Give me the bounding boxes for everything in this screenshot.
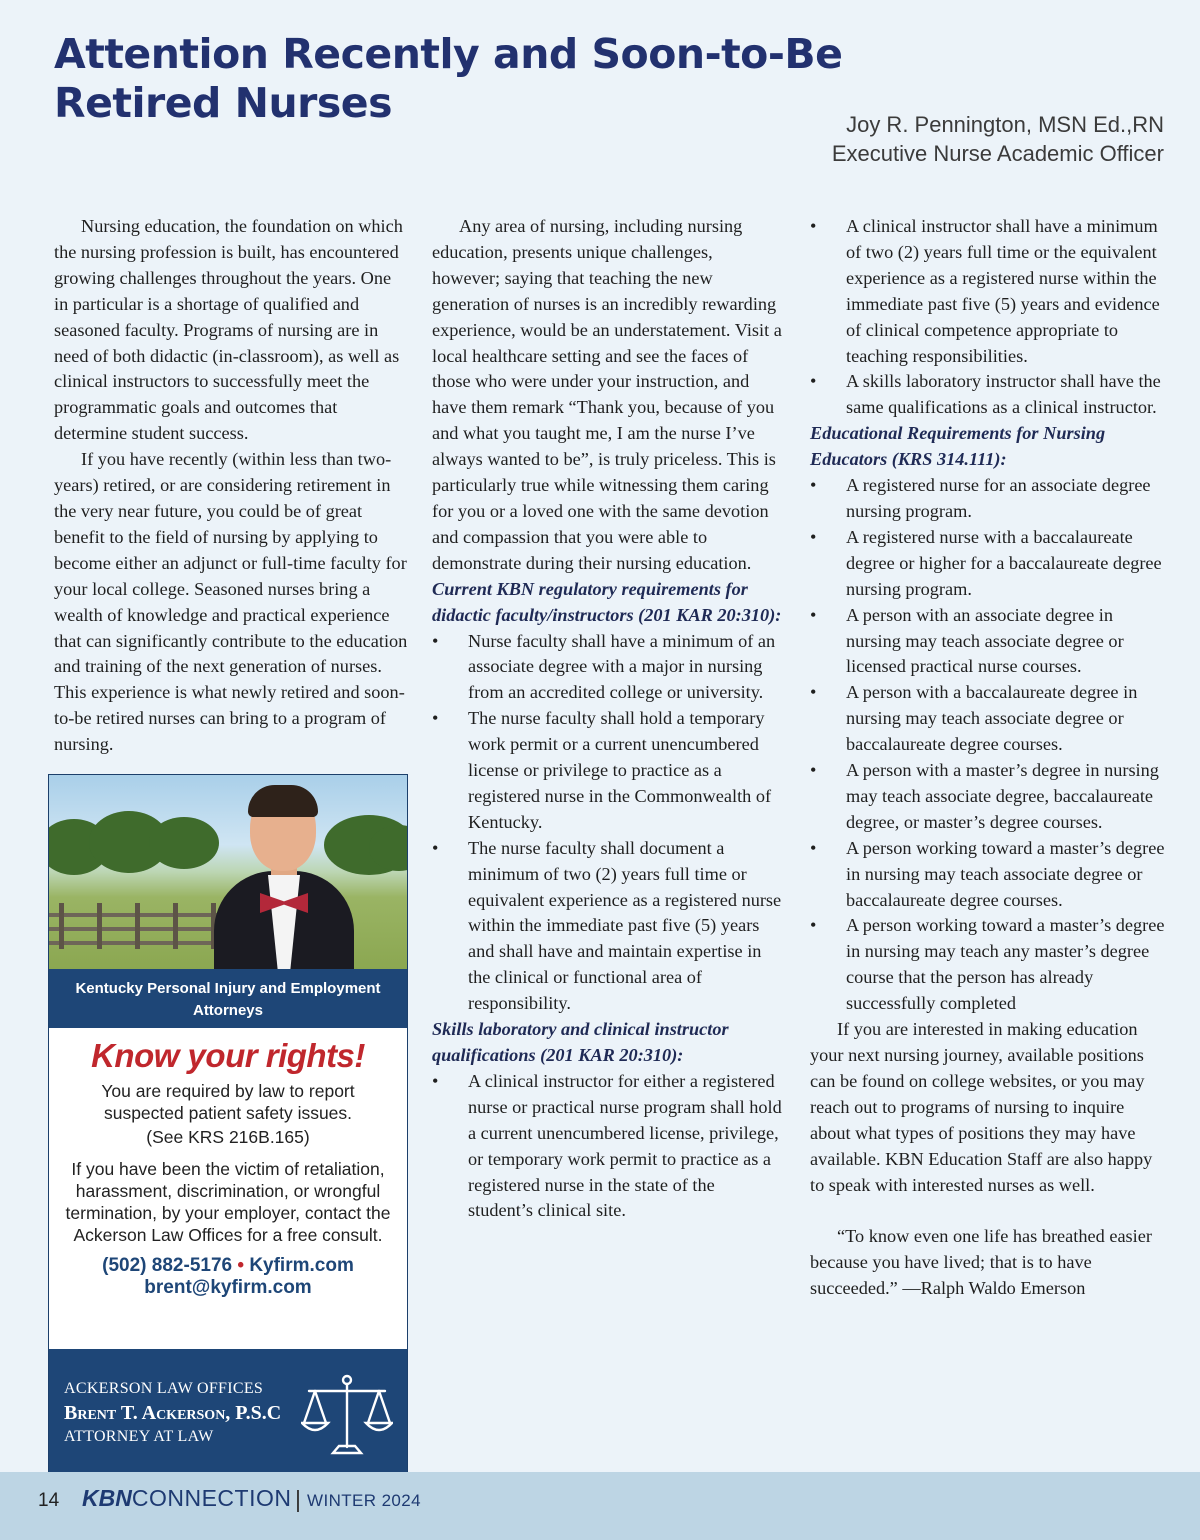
section-heading: Current KBN regulatory requirements for didactic faculty/instructors (201 KAR 20:310): [432,578,782,625]
ad-tagline: Kentucky Personal Injury and Employment Attorneys [75,980,381,1019]
brand-kbn: KBN [82,1485,132,1511]
list-item: • A person with an associate degree in nursing may teach associate degree or licensed practical nurse courses. [810,603,1165,681]
closing-quote: “To know even one life has breathed easier because you have lived; that is to have succeeded.” —Ralph Waldo Emerson [810,1226,1152,1299]
author-title: Executive Nurse Academic Officer [831,141,1164,166]
attorney-photo [49,775,407,969]
publication-brand [82,1485,291,1512]
list-item: • A person with a baccalaureate degree in nursing may teach associate degree or baccalaureate degree courses. [810,680,1165,758]
paragraph: Any area of nursing, including nursing education, presents unique challenges, however; saying that teaching the new generation of nurses is an incredibly rewarding experience, would be an understatement. Visit a local healthcare setting and see the faces of those who were under your instruction, and have them remark “Thank you, because of you and what you taught me, I am the nurse I’ve always wanted to be”, is truly priceless. This is particularly true while witnessing them caring for you or a loved one with the same devotion and compassion that you were able to demonstrate during their nursing education. [432,216,782,573]
attorney-name: Brent T. Ackerson, P.S.C [64,1402,282,1424]
scales-of-justice-icon [301,1373,393,1457]
ad-slogan: AGGRESSIVE | EXPERIENCED | RESULTS DRIVEN [53,1025,403,1041]
list-item: • A person with a master’s degree in nursing may teach associate degree, baccalaureate degree, or master’s degree courses. [810,758,1165,836]
section-heading: Skills laboratory and clinical instructor qualifications (201 KAR 20:310): [432,1019,729,1065]
title-line-1: Attention Recently and Soon-to-Be [54,30,843,78]
requirements-list [432,629,784,1018]
list-item: • The nurse faculty shall document a minimum of two (2) years full time or equivalent experience as a registered nurse within the immediate past five (5) years and shall have and maintain expertise in the clinical or functional area of responsibility. [432,836,784,1017]
list-item: • A registered nurse for an associate degree nursing program. [810,473,1165,525]
ad-text-reference: (See KRS 216B.165) [146,1127,310,1147]
list-item: • A person working toward a master’s degree in nursing may teach associate degree or baccalaureate degree courses. [810,836,1165,914]
firm-name: ACKERSON LAW OFFICES [64,1380,264,1397]
paragraph: If you have recently (within less than two-years) retired, or are considering retirement in the very near future, you could be of great benefit to the field of nursing by applying to become either an adjunct or full-time faculty for your local college. Seasoned nurses bring a wealth of knowledge and practical experience that can significantly contribute to the education and training of the next generation of nurses. This experience is what newly retired and soon-to-be retired nurses can bring to a program of nursing. [54,449,408,755]
list-item: • A skills laboratory instructor shall have the same qualifications as a clinical instructor. [810,369,1165,421]
ad-contact-line [49,1255,407,1277]
phone-link[interactable]: (502) 882-5176 [102,1255,233,1276]
page-number: 14 [38,1490,60,1511]
requirements-list [810,214,1165,421]
column-3 [810,214,1165,1302]
ad-firm-footer [49,1349,407,1473]
attorney-title: ATTORNEY AT LAW [64,1428,214,1445]
page-footer [0,1472,1200,1540]
list-item: • A clinical instructor shall have a minimum of two (2) years full time or the equivalent experience as a registered nurse within the immediate past five (5) years and evidence of clinical competence appropriate to teaching responsibilities. [810,214,1165,369]
paragraph: Nursing education, the foundation on which the nursing profession is built, has encountered growing challenges throughout the years. One in particular is a shortage of qualified and seasoned faculty. Programs of nursing are in need of both didactic (in-classroom), as well as clinical instructors to successfully meet the programmatic goals and outcomes that determine student success. [54,216,403,444]
spacer [810,1198,1165,1224]
law-office-advertisement[interactable] [48,774,408,1474]
list-item: • A clinical instructor for either a registered nurse or practical nurse program shall hold a current unencumbered license, privilege, or temporary work permit to practice as a registered nurse in the state of the student’s clinical site. [432,1069,784,1224]
column-1 [54,214,408,758]
ad-body [49,1028,407,1299]
ad-headline: Know your rights! [91,1037,365,1074]
list-item: • Nurse faculty shall have a minimum of an associate degree with a major in nursing from an accredited college or university. [432,629,784,707]
author-block [832,110,1164,168]
website-link[interactable]: Kyfirm.com [249,1255,354,1276]
list-item: • A registered nurse with a baccalaureate degree or higher for a baccalaureate degree nursing program. [810,525,1165,603]
page-title [54,30,842,128]
section-heading: Educational Requirements for Nursing Educators (KRS 314.111): [810,423,1106,470]
column-2 [432,214,784,1224]
issue-label: WINTER 2024 [307,1491,421,1510]
brand-connection: CONNECTION [131,1485,292,1511]
ad-tagline-band [49,969,407,1041]
email-link[interactable]: brent@kyfirm.com [144,1277,312,1298]
footer-separator: | [295,1486,301,1512]
author-name: Joy R. Pennington, MSN Ed.,RN [846,112,1164,137]
requirements-list [432,1069,784,1224]
paragraph: If you are interested in making education your next nursing journey, available positions can be found on college websites, or you may reach out to programs of nursing to inquire about what types of positions they may have available. KBN Education Staff are also happy to speak with interested nurses as well. [810,1019,1153,1195]
list-item: • A person working toward a master’s degree in nursing may teach any master’s degree course that the person has already successfully completed [810,913,1165,1017]
ad-text: You are required by law to report suspected patient safety issues. [101,1081,355,1123]
list-item: • The nurse faculty shall hold a temporary work permit or a current unencumbered license or privilege to practice as a registered nurse in the Commonwealth of Kentucky. [432,706,784,836]
title-line-2: Retired Nurses [54,79,393,127]
ad-text: If you have been the victim of retaliation, harassment, discrimination, or wrongful termination, by your employer, contact the Ackerson Law Offices for a free consult. [65,1159,391,1245]
separator-dot: • [237,1255,245,1276]
requirements-list [810,473,1165,1017]
